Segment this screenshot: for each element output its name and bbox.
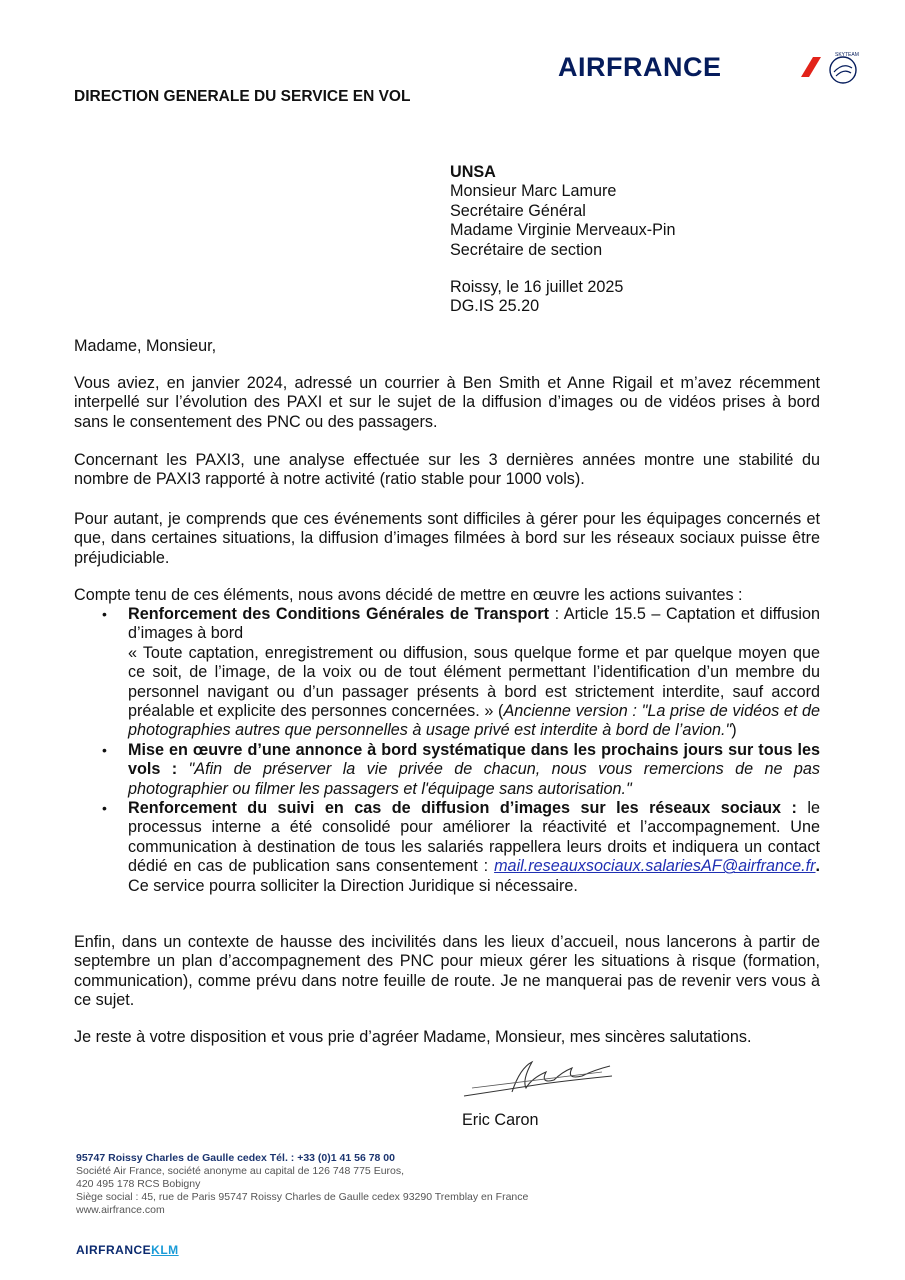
recipient-line: Monsieur Marc Lamure: [450, 182, 617, 201]
paragraph-2: Concernant les PAXI3, une analyse effectuée sur les 3 dernières années montre une stabilité du nombre de PAXI3 rapporté à notre activité (ratio stable pour 1000 vols).: [74, 451, 820, 489]
footer-address: [76, 1152, 528, 1217]
signer-name: Eric Caron: [462, 1111, 539, 1129]
footer-line: Société Air France, société anonyme au capital de 126 748 775 Euros,: [76, 1165, 405, 1177]
recipient-line: Secrétaire Général: [450, 201, 586, 220]
handwritten-signature: [462, 1054, 622, 1104]
date-reference-block: [450, 278, 623, 317]
action3-title: Renforcement du suivi en cas de diffusion d’images sur les réseaux sociaux :: [128, 799, 797, 818]
recipient-line: Secrétaire de section: [450, 240, 603, 259]
action2-announcement: "Afin de préserver la vie privée de chacun, nous vous remercions de ne pas photographier ou filmer les passagers et l'équipage sans autorisation.": [128, 760, 821, 798]
bullet-icon: •: [102, 741, 107, 758]
group-logo-klm: KLM: [151, 1243, 179, 1257]
footer-line: 95747 Roissy Charles de Gaulle cedex Tél. : +33 (0)1 41 56 78 00: [76, 1152, 395, 1164]
action1-close: ): [731, 721, 737, 740]
contact-email-link[interactable]: mail.reseauxsociaux.salariesAF@airfrance.fr: [494, 857, 816, 876]
bullet-icon: •: [102, 606, 107, 622]
action3-dot: .: [815, 857, 820, 876]
action1-old-version: Ancienne version : "La prise de vidéos et de photographies autres que personnelles à usage privé est interdite à bord de l’avion.": [128, 702, 820, 740]
action3-end: Ce service pourra solliciter la Direction Juridique si nécessaire.: [128, 876, 578, 895]
group-logo-airfrance: AIRFRANCE: [76, 1243, 152, 1257]
paragraph-4: Compte tenu de ces éléments, nous avons décidé de mettre en œuvre les actions suivantes :: [74, 586, 743, 604]
department-heading: DIRECTION GENERALE DU SERVICE EN VOL: [74, 88, 411, 105]
recipient-block: [450, 163, 676, 260]
place-date: Roissy, le 16 juillet 2025: [450, 278, 624, 296]
action1-quote: « Toute captation, enregistrement ou diffusion, sous quelque forme et par quelque moyen que ce soit, de l’image, de la voix ou de tout élément permettant l’identification d’un membre du personnel navigant ou d’un passager présents à bord est strictement interdite, sauf accord préalable et explicite des personnes concernées. » (: [128, 643, 820, 721]
list-item: [102, 605, 820, 741]
paragraph-1: Vous aviez, en janvier 2024, adressé un courrier à Ben Smith et Anne Rigail et m’avez récemment interpellé sur l’évolution des PAXI et sur le sujet de la diffusion d’images ou de vidéos prises à bord sans le consentement des PNC ou des passagers.: [74, 374, 820, 431]
recipient-line: Madame Virginie Merveaux-Pin: [450, 221, 676, 240]
action3-text: le processus interne a été consolidé pour améliorer la réactivité et l’accompagnement. Une communication à destination de tous les salariés rappellera leurs droits et indiquera un contact dédié en cas de publication sans consentement :: [128, 799, 820, 876]
airfrance-stripe-icon: [787, 56, 821, 78]
skyteam-logo: [824, 50, 862, 86]
paragraph-3: Pour autant, je comprends que ces événements sont difficiles à gérer pour les équipages concernés et que, dans certaines situations, la diffusion d’images filmées à bord sur les réseaux sociaux puisse être préjudiciable.: [74, 510, 820, 567]
airfrance-logo: AIRFRANCE: [558, 52, 722, 82]
paragraph-5: Enfin, dans un contexte de hausse des incivilités dans les lieux d’accueil, nous lancerons à partir de septembre un plan d’accompagnement des PNC pour mieux gérer les situations à risque (formation, communication), comme prévu dans notre feuille de route. Je ne manquerai pas de revenir vers vous à ce sujet.: [74, 933, 820, 1010]
action1-text: : Article 15.5 – Captation et diffusion d’images à bord: [128, 605, 820, 643]
reference-number: DG.IS 25.20: [450, 297, 540, 316]
footer-line: Siège social : 45, rue de Paris 95747 Roissy Charles de Gaulle cedex 93290 Tremblay en France: [76, 1191, 529, 1203]
list-item: [102, 799, 820, 896]
paragraph-6: Je reste à votre disposition et vous prie d’agréer Madame, Monsieur, mes sincères salutations.: [74, 1028, 752, 1046]
footer-line: 420 495 178 RCS Bobigny: [76, 1178, 201, 1190]
skyteam-text: SKYTEAM: [835, 52, 859, 58]
action2-title: Mise en œuvre d’une annonce à bord systématique dans les prochains jours sur tous les vols :: [128, 740, 820, 779]
salutation: Madame, Monsieur,: [74, 337, 217, 355]
action1-title: Renforcement des Conditions Générales de Transport: [128, 605, 550, 623]
airfrance-klm-logo: [76, 1241, 179, 1260]
bullet-icon: •: [102, 800, 107, 817]
recipient-org: UNSA: [450, 163, 496, 181]
actions-list: [74, 605, 820, 896]
list-item: [102, 740, 821, 799]
footer-website: www.airfrance.com: [76, 1204, 165, 1216]
